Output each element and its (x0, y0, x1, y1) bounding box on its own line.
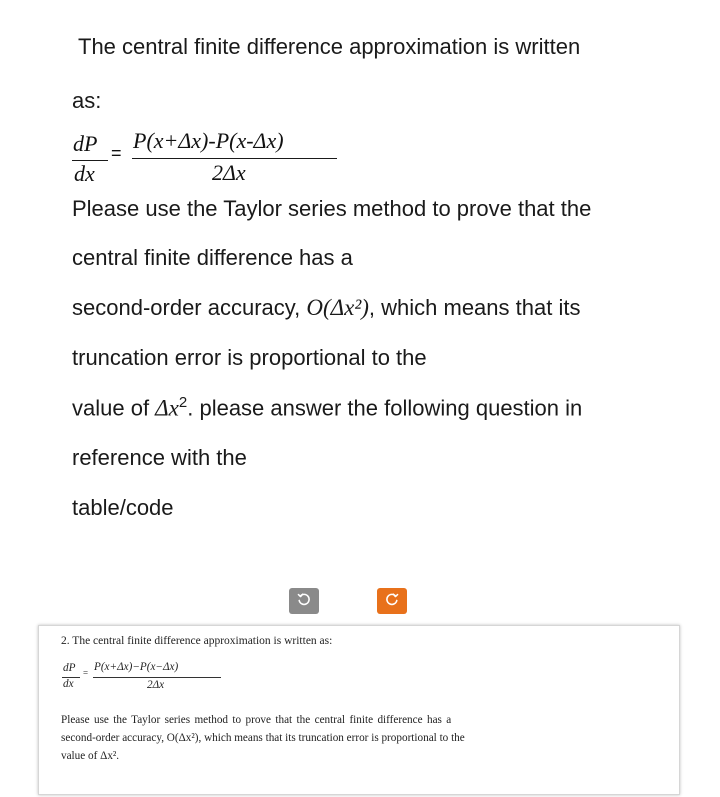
rotate-left-button[interactable] (289, 588, 319, 614)
order-notation: O(Δx²) (306, 295, 369, 320)
preview-para-line-2: second-order accuracy, O(Δx²), which means that its truncation error is proportional to the (61, 732, 465, 744)
preview-rhs-bar (93, 677, 221, 678)
preview-lhs-numerator: dP (63, 662, 76, 674)
text-line-5-post: , which means that its (368, 295, 581, 320)
rotate-right-icon (385, 592, 399, 610)
image-preview-panel (38, 625, 680, 795)
delta-x-exponent: 2 (178, 394, 188, 411)
text-line-6: truncation error is proportional to the (72, 345, 427, 370)
preview-para-line-1: Please use the Taylor series method to prove that the central finite difference has a (61, 714, 452, 726)
rotate-right-button[interactable] (377, 588, 407, 614)
delta-x-term: Δx (155, 395, 179, 421)
preview-para-line-3: value of Δx². (61, 750, 120, 762)
formula-equals: = (111, 143, 122, 163)
formula-lhs-denominator: dx (74, 161, 95, 186)
formula-rhs-numerator: P(x+Δx)-P(x-Δx) (133, 128, 284, 153)
text-line-9: table/code (72, 495, 174, 520)
text-line-5-pre: second-order accuracy, (72, 295, 307, 320)
text-line-4: central finite difference has a (72, 245, 353, 270)
text-line-1: The central finite difference approximation is written (78, 34, 581, 59)
rotate-left-icon (297, 592, 311, 610)
formula-lhs-numerator: dP (73, 131, 98, 156)
text-line-5 (72, 295, 580, 321)
text-line-2: as: (72, 88, 102, 113)
formula-rhs-denominator: 2Δx (212, 160, 246, 185)
preview-lhs-denominator: dx (63, 678, 74, 690)
preview-heading: 2. The central finite difference approximation is written as: (61, 635, 333, 647)
text-line-7-pre: value of (72, 395, 156, 421)
preview-rhs-numerator: P(x+Δx)−P(x−Δx) (94, 661, 179, 673)
text-line-7-post: . please answer the following question in (187, 395, 583, 421)
formula-rhs-fraction-bar (132, 158, 337, 159)
preview-rhs-denominator: 2Δx (147, 679, 165, 691)
preview-equals: = (83, 668, 89, 678)
text-line-7 (72, 394, 582, 421)
text-line-3: Please use the Taylor series method to prove that the (72, 196, 592, 221)
text-line-8: reference with the (72, 445, 247, 470)
